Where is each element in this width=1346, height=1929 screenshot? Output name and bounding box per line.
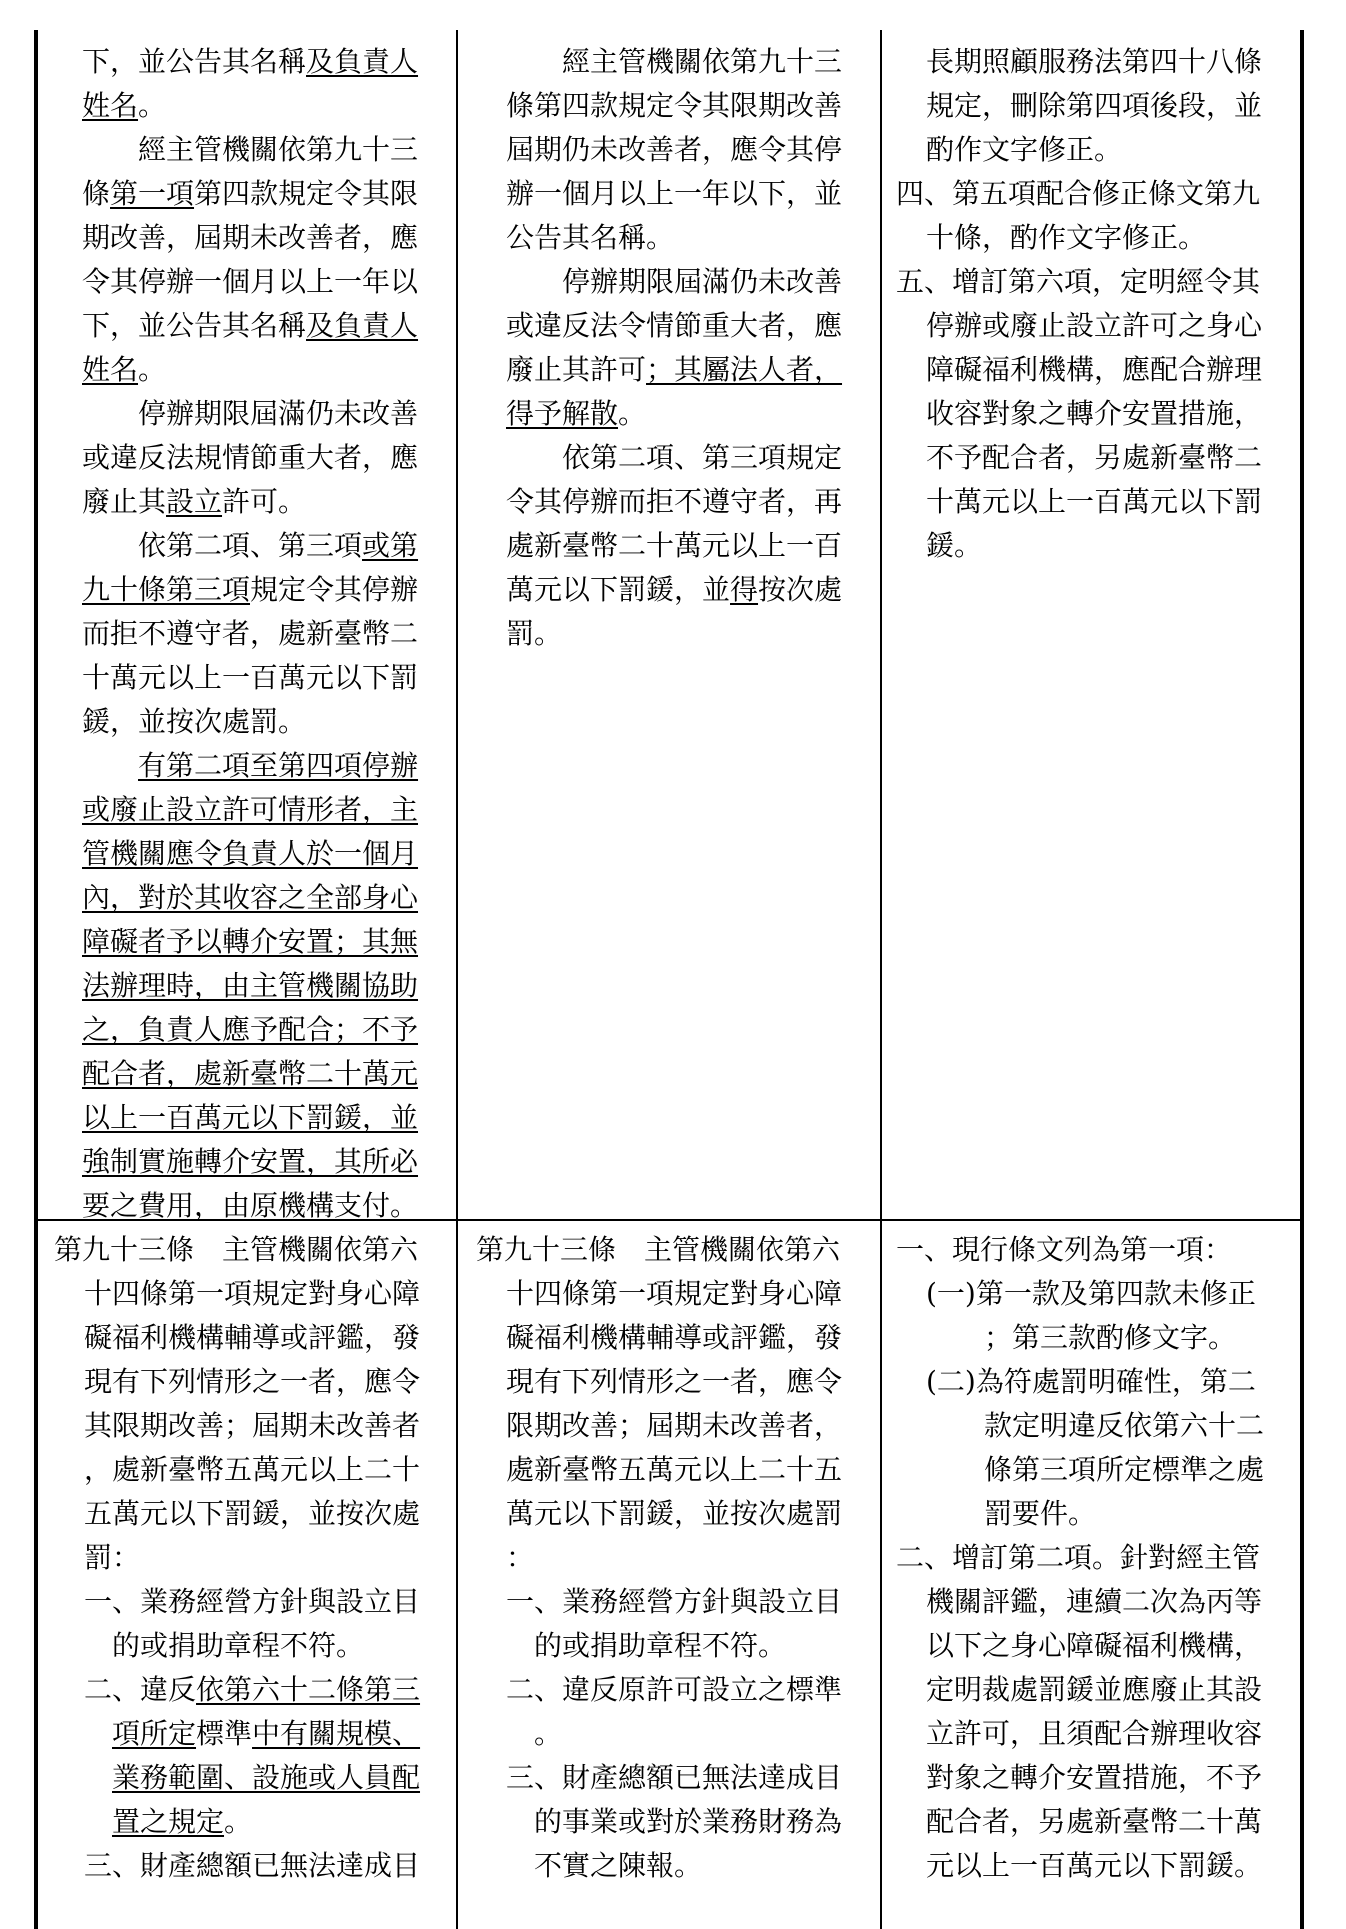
text-line [82, 964, 452, 1008]
text-line [476, 1844, 876, 1888]
text-line [54, 1712, 452, 1756]
text-segment: 第九十三條 主管機關依第六 [476, 1233, 841, 1266]
table-right-border [1300, 30, 1304, 1929]
text-line [476, 1316, 876, 1360]
text-segment: 長期照顧服務法第四十八條 [926, 45, 1263, 78]
top-row-explanation-column [896, 40, 1296, 568]
text-segment: 規定，刪除第四項後段，並 [926, 89, 1263, 122]
amended-text: 及負責人 [306, 45, 419, 78]
bottom-row-original-text-column [476, 1228, 876, 1888]
text-line [54, 1624, 452, 1668]
text-line [896, 1624, 1296, 1668]
text-line [896, 1536, 1296, 1580]
amended-text: 置之規定 [112, 1805, 225, 1838]
text-segment: 的或捐助章程不符。 [534, 1629, 787, 1662]
text-segment: 收容對象之轉介安置措施， [926, 397, 1263, 430]
text-segment: 其限期改善；屆期未改善者 [84, 1409, 421, 1442]
amended-text: 得 [730, 573, 759, 606]
text-segment: 停辦期限屆滿仍未改善 [506, 265, 843, 298]
amended-text: 及負責人 [306, 309, 419, 342]
text-segment: 或違反法規情節重大者，應 [82, 441, 419, 474]
text-segment: 定明裁處罰鍰並應廢止其設 [926, 1673, 1263, 1706]
text-segment: 對象之轉介安置措施，不予 [926, 1761, 1263, 1794]
text-segment: 第九十三條 主管機關依第六 [54, 1233, 419, 1266]
text-segment: 的或捐助章程不符。 [112, 1629, 365, 1662]
text-line [82, 656, 452, 700]
text-line [82, 612, 452, 656]
text-segment: 下，並公告其名稱 [82, 309, 307, 342]
text-segment: 二、違反 [84, 1673, 197, 1706]
text-segment: 下，並公告其名稱 [82, 45, 307, 78]
text-segment: 不實之陳報。 [534, 1849, 703, 1882]
text-segment: 一、現行條文列為第一項： [896, 1233, 1233, 1266]
amended-text: 配合者，處新臺幣二十萬元 [82, 1057, 419, 1090]
text-segment: 萬元以下罰鍰，並按次處罰 [506, 1497, 843, 1530]
text-line [54, 1668, 452, 1712]
text-segment: 配合者，另處新臺幣二十萬 [926, 1805, 1263, 1838]
amended-text: 或第 [362, 529, 419, 562]
text-line [896, 84, 1296, 128]
text-segment: 規定令其停辦 [250, 573, 419, 606]
text-segment: 礙福利機構輔導或評鑑，發 [506, 1321, 843, 1354]
text-segment: 元以上一百萬元以下罰鍰。 [926, 1849, 1263, 1882]
text-segment: 。 [224, 1805, 253, 1838]
text-segment: 四、第五項配合修正條文第九 [896, 177, 1261, 210]
text-segment: 公告其名稱。 [506, 221, 675, 254]
text-segment: 停辦或廢止設立許可之身心 [926, 309, 1263, 342]
text-segment: 廢止其 [82, 485, 167, 518]
text-segment: 不予配合者，另處新臺幣二 [926, 441, 1263, 474]
text-line [896, 1756, 1296, 1800]
text-segment: 限期改善；屆期未改善者， [506, 1409, 843, 1442]
text-line [896, 436, 1296, 480]
text-line [476, 1800, 876, 1844]
text-line [54, 1272, 452, 1316]
text-line [54, 1580, 452, 1624]
text-segment: 的事業或對於業務財務為 [534, 1805, 843, 1838]
text-line [476, 1756, 876, 1800]
text-segment: 標準 [196, 1717, 253, 1750]
text-segment: 處新臺幣五萬元以上二十五 [506, 1453, 843, 1486]
text-segment: 期改善，屆期未改善者，應 [82, 221, 419, 254]
text-segment: 五萬元以下罰鍰，並按次處 [84, 1497, 421, 1530]
text-line [54, 1756, 452, 1800]
text-line [896, 260, 1296, 304]
text-line [82, 304, 452, 348]
text-segment: 屆期仍未改善者，應令其停 [506, 133, 843, 166]
text-line [896, 480, 1296, 524]
text-line [896, 1844, 1296, 1888]
text-line [506, 40, 876, 84]
text-line [506, 84, 876, 128]
amended-text: 依第六十二條第三 [196, 1673, 421, 1706]
text-line [896, 1668, 1296, 1712]
text-segment: 以下之身心障礙福利機構， [926, 1629, 1263, 1662]
text-segment: 萬元以下罰鍰，並 [506, 573, 731, 606]
text-line [896, 172, 1296, 216]
text-line [896, 1228, 1296, 1272]
text-line [506, 304, 876, 348]
text-segment: ；第三款酌修文字。 [984, 1321, 1237, 1354]
text-line [82, 172, 452, 216]
text-segment: 十條，酌作文字修正。 [926, 221, 1207, 254]
text-segment: 停辦期限屆滿仍未改善 [82, 397, 419, 430]
text-segment: 機關評鑑，連續二次為丙等 [926, 1585, 1263, 1618]
text-line [506, 348, 876, 392]
amended-text: 姓名 [82, 89, 139, 122]
amended-text: 第一項 [110, 177, 195, 210]
text-line [506, 568, 876, 612]
text-line [896, 1800, 1296, 1844]
text-line [896, 128, 1296, 172]
text-line [896, 348, 1296, 392]
text-line [54, 1536, 452, 1580]
text-segment: (二)為符處罰明確性，第二 [926, 1365, 1256, 1398]
amended-text: 法辦理時，由主管機關協助 [82, 969, 419, 1002]
text-line [896, 1272, 1296, 1316]
text-line [476, 1668, 876, 1712]
text-segment [82, 749, 138, 782]
top-row-current-text-column [82, 40, 452, 1228]
amended-text: 之，負責人應予配合；不予 [82, 1013, 419, 1046]
text-segment: 立許可，且須配合辦理收容 [926, 1717, 1263, 1750]
text-segment: 二、增訂第二項。針對經主管 [896, 1541, 1261, 1574]
text-segment: 依第二項、第三項規定 [506, 441, 843, 474]
amended-text: 或廢止設立許可情形者，主 [82, 793, 419, 826]
text-line [82, 1096, 452, 1140]
amended-text: 項所定 [112, 1717, 197, 1750]
text-segment: 條 [82, 177, 111, 210]
text-segment: (一)第一款及第四款未修正 [926, 1277, 1256, 1310]
text-segment: 障礙福利機構，應配合辦理 [926, 353, 1263, 386]
text-line [476, 1360, 876, 1404]
amended-text: 要之費用，由原機構支付。 [82, 1189, 419, 1222]
text-segment: 按次處 [758, 573, 843, 606]
text-line [82, 524, 452, 568]
text-line [82, 1008, 452, 1052]
text-line [896, 392, 1296, 436]
text-line [82, 40, 452, 84]
text-segment: 十四條第一項規定對身心障 [84, 1277, 421, 1310]
text-line [82, 392, 452, 436]
text-segment: 十萬元以上一百萬元以下罰 [82, 661, 419, 694]
text-line [476, 1492, 876, 1536]
text-segment: 。 [618, 397, 647, 430]
text-segment: 現有下列情形之一者，應令 [84, 1365, 421, 1398]
text-line [476, 1536, 876, 1580]
text-line [476, 1404, 876, 1448]
top-row-original-text-column [506, 40, 876, 656]
text-segment: 罰要件。 [984, 1497, 1097, 1530]
text-line [82, 1140, 452, 1184]
text-line [506, 260, 876, 304]
text-line [896, 1360, 1296, 1404]
text-line [82, 744, 452, 788]
text-segment: 或違反法令情節重大者，應 [506, 309, 843, 342]
text-line [82, 788, 452, 832]
text-segment: 。 [534, 1717, 563, 1750]
text-segment: 十四條第一項規定對身心障 [506, 1277, 843, 1310]
text-line [82, 260, 452, 304]
text-segment: 第四款規定令其限 [194, 177, 419, 210]
text-line [476, 1272, 876, 1316]
amended-text: 設立 [166, 485, 223, 518]
text-line [476, 1228, 876, 1272]
text-line [896, 524, 1296, 568]
amended-text: 得予解散 [506, 397, 619, 430]
text-line [506, 392, 876, 436]
amended-text: 有第二項至第四項停辦 [138, 749, 419, 782]
text-line [506, 480, 876, 524]
table-left-border [34, 30, 38, 1929]
text-line [82, 128, 452, 172]
text-line [506, 436, 876, 480]
text-segment: 三、財產總額已無法達成目 [84, 1849, 421, 1882]
amended-text: ；其屬法人者， [646, 353, 843, 386]
amended-text: 姓名 [82, 353, 139, 386]
amended-text: 業務範圍、設施或人員配 [112, 1761, 421, 1794]
text-line [54, 1228, 452, 1272]
text-segment: 礙福利機構輔導或評鑑，發 [84, 1321, 421, 1354]
text-segment: 罰： [84, 1541, 141, 1574]
text-segment: 鍰，並按次處罰。 [82, 705, 307, 738]
text-line [896, 1580, 1296, 1624]
text-segment: 經主管機關依第九十三 [82, 133, 419, 166]
text-segment: 。 [138, 89, 167, 122]
text-line [476, 1712, 876, 1756]
text-line [54, 1448, 452, 1492]
text-line [82, 436, 452, 480]
text-line [82, 480, 452, 524]
text-segment: 而拒不遵守者，處新臺幣二 [82, 617, 419, 650]
text-segment: 條第三項所定標準之處 [984, 1453, 1265, 1486]
text-segment: 十萬元以上一百萬元以下罰 [926, 485, 1263, 518]
text-line [506, 524, 876, 568]
text-line [82, 700, 452, 744]
text-line [896, 304, 1296, 348]
column-divider-2 [880, 30, 882, 1929]
text-line [896, 1316, 1296, 1360]
text-line [54, 1316, 452, 1360]
text-segment: 。 [138, 353, 167, 386]
text-line [476, 1580, 876, 1624]
text-line [54, 1844, 452, 1888]
amended-text: 障礙者予以轉介安置；其無 [82, 925, 419, 958]
text-line [54, 1800, 452, 1844]
text-segment: 令其停辦一個月以上一年以 [82, 265, 419, 298]
amended-text: 九十條第三項 [82, 573, 251, 606]
text-segment: 辦一個月以上一年以下，並 [506, 177, 843, 210]
text-segment: 罰。 [506, 617, 563, 650]
bottom-row-explanation-column [896, 1228, 1296, 1888]
text-line [896, 40, 1296, 84]
text-line [896, 1448, 1296, 1492]
amended-text: 以上一百萬元以下罰鍰，並 [82, 1101, 419, 1134]
text-segment: 一、業務經營方針與設立目 [506, 1585, 843, 1618]
text-line [896, 1404, 1296, 1448]
text-line [54, 1492, 452, 1536]
text-segment: 款定明違反依第六十二 [984, 1409, 1265, 1442]
amended-text: 強制實施轉介安置，其所必 [82, 1145, 419, 1178]
text-segment: 條第四款規定令其限期改善 [506, 89, 843, 122]
text-segment: 二、違反原許可設立之標準 [506, 1673, 843, 1706]
text-segment: 鍰。 [926, 529, 983, 562]
text-segment: ，處新臺幣五萬元以上二十 [84, 1453, 421, 1486]
text-line [82, 920, 452, 964]
text-segment: 依第二項、第三項 [82, 529, 363, 562]
text-segment: 三、財產總額已無法達成目 [506, 1761, 843, 1794]
text-line [506, 612, 876, 656]
text-line [82, 216, 452, 260]
text-line [896, 1712, 1296, 1756]
text-segment: 酌作文字修正。 [926, 133, 1123, 166]
text-line [506, 172, 876, 216]
text-line [82, 84, 452, 128]
bottom-row-current-text-column [54, 1228, 452, 1888]
text-line [476, 1624, 876, 1668]
text-line [54, 1360, 452, 1404]
amended-text: 內，對於其收容之全部身心 [82, 881, 419, 914]
text-line [82, 876, 452, 920]
text-line [54, 1404, 452, 1448]
text-segment: 經主管機關依第九十三 [506, 45, 843, 78]
text-segment: ： [506, 1541, 535, 1574]
text-line [896, 216, 1296, 260]
text-segment: 五、增訂第六項，定明經令其 [896, 265, 1261, 298]
text-line [82, 568, 452, 612]
text-line [476, 1448, 876, 1492]
text-line [82, 1184, 452, 1228]
text-segment: 處新臺幣二十萬元以上一百 [506, 529, 843, 562]
text-segment: 廢止其許可 [506, 353, 647, 386]
text-line [82, 1052, 452, 1096]
text-segment: 現有下列情形之一者，應令 [506, 1365, 843, 1398]
amended-text: 管機關應令負責人於一個月 [82, 837, 419, 870]
column-divider-1 [456, 30, 458, 1929]
text-line [82, 348, 452, 392]
text-line [506, 216, 876, 260]
text-line [896, 1492, 1296, 1536]
text-line [506, 128, 876, 172]
text-segment: 令其停辦而拒不遵守者，再 [506, 485, 843, 518]
text-segment: 一、業務經營方針與設立目 [84, 1585, 421, 1618]
text-segment: 許可。 [222, 485, 307, 518]
amended-text: 中有關規模、 [252, 1717, 421, 1750]
text-line [82, 832, 452, 876]
